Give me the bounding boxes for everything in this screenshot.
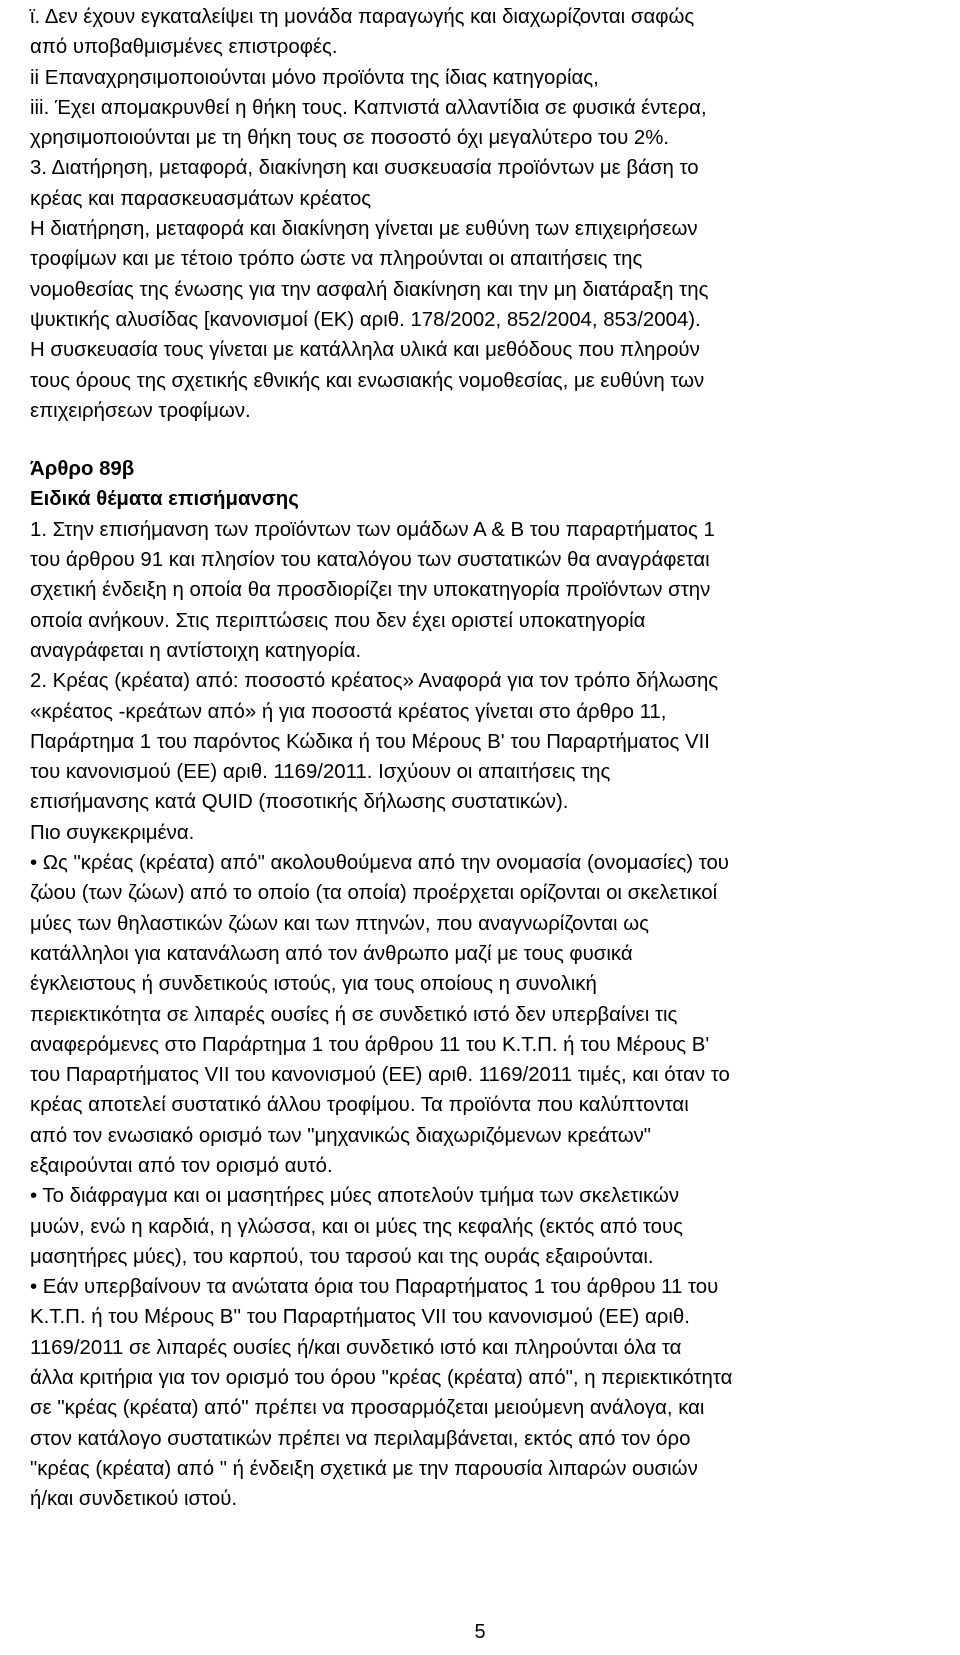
text-line: "κρέας (κρέατα) από " ή ένδειξη σχετικά με την παρουσία λιπαρών ουσιών [30,1457,698,1480]
text-line: επισήμανσης κατά QUID (ποσοτικής δήλωσης συστατικών). [30,791,569,814]
text-line: 1169/2011 σε λιπαρές ουσίες ή/και συνδετικό ιστό και πληρούνται όλα τα [30,1336,682,1359]
text-line: αναγράφεται η αντίστοιχη κατηγορία. [30,639,362,662]
text-line: κρέας αποτελεί συστατικό άλλου τροφίμου. Τα προϊόντα που καλύπτονται [30,1094,689,1117]
text-line: ψυκτικής αλυσίδας [κανονισμοί (ΕΚ) αριθ. 178/2002, 852/2004, 853/2004). [30,308,701,331]
text-line: Παράρτημα 1 του παρόντος Κώδικα ή του Μέρους Β' του Παραρτήματος VII [30,730,710,753]
text-line: μυών, ενώ η καρδιά, η γλώσσα, και οι μύες της κεφαλής (εκτός από τους [30,1215,683,1238]
text-line: τους όρους της σχετικής εθνικής και ενωσιακής νομοθεσίας, με ευθύνη των [30,369,705,392]
article-number: Άρθρο 89β [30,458,135,481]
text-line: τροφίμων και με τέτοιο τρόπο ώστε να πληρούνται οι απαιτήσεις της [30,248,643,271]
text-line: • Ως "κρέας (κρέατα) από" ακολουθούμενα από την ονομασία (ονομασίες) του [30,852,729,875]
text-line: 2. Κρέας (κρέατα) από: ποσοστό κρέατος» Αναφορά για τον τρόπο δήλωσης [30,670,719,693]
text-line: έγκλειστους ή συνδετικούς ιστούς, για τους οποίους η συνολική [30,973,597,996]
text-line: άλλα κριτήρια για τον ορισμό του όρου "κρέας (κρέατα) από", η περιεκτικότητα [30,1367,733,1390]
text-line: Πιο συγκεκριμένα. [30,821,195,844]
text-line: του άρθρου 91 και πλησίον του καταλόγου των συστατικών θα αναγράφεται [30,549,710,572]
text-line: στον κατάλογο συστατικών πρέπει να περιλαμβάνεται, εκτός από τον όρο [30,1427,691,1450]
article-title: Ειδικά θέματα επισήμανσης [30,488,299,511]
text-line: οποία ανήκουν. Στις περιπτώσεις που δεν έχει οριστεί υποκατηγορία [30,609,646,632]
text-block-after-article [30,515,945,1515]
text-line: • Το διάφραγμα και οι μασητήρες μύες αποτελούν τμήμα των σκελετικών [30,1185,680,1208]
text-line: iii. Έχει απομακρυνθεί η θήκη τους. Καπνιστά αλλαντίδια σε φυσικά έντερα, [30,96,707,119]
text-line: εξαιρούνται από τον ορισμό αυτό. [30,1154,333,1177]
text-line: 3. Διατήρηση, μεταφορά, διακίνηση και συσκευασία προϊόντων με βάση το [30,157,699,180]
text-line: Η συσκευασία τους γίνεται με κατάλληλα υλικά και μεθόδους που πληρούν [30,339,700,362]
text-line: επιχειρήσεων τροφίμων. [30,399,251,422]
text-line: νομοθεσίας της ένωσης για την ασφαλή διακίνηση και την μη διατάραξη της [30,278,709,301]
text-line: του κανονισμού (ΕΕ) αριθ. 1169/2011. Ισχύουν οι απαιτήσεις της [30,761,611,784]
text-line: κατάλληλοι για κατανάλωση από τον άνθρωπο μαζί με τους φυσικά [30,942,633,965]
text-line: μασητήρες μύες), του καρπού, του ταρσού και της ουράς εξαιρούνται. [30,1245,654,1268]
page-number: 5 [474,1621,486,1643]
text-line: ϊ. Δεν έχουν εγκαταλείψει τη μονάδα παραγωγής και διαχωρίζονται σαφώς [30,6,695,28]
text-line: από υποβαθμισμένες επιστροφές. [30,36,338,59]
text-line: αναφερόμενες στο Παράρτημα 1 του άρθρου 11 του Κ.Τ.Π. ή του Μέρους Β' [30,1033,710,1056]
text-line: 1. Στην επισήμανση των προϊόντων των ομάδων Α & Β του παραρτήματος 1 [30,518,715,541]
document-body [30,2,945,1515]
text-line: περιεκτικότητα σε λιπαρές ουσίες ή σε συνδετικό ιστό δεν υπερβαίνει τις [30,1003,678,1026]
text-line: ζώου (των ζώων) από το οποίο (τα οποία) προέρχεται ορίζονται οι σκελετικοί [30,882,718,905]
text-line: σχετική ένδειξη η οποία θα προσδιορίζει την υποκατηγορία προϊόντων στην [30,579,711,602]
text-line: από τον ενωσιακό ορισμό των "μηχανικώς διαχωριζόμενων κρεάτων" [30,1124,652,1147]
text-line: του Παραρτήματος VII του κανονισμού (ΕΕ) αριθ. 1169/2011 τιμές, και όταν το [30,1064,730,1087]
text-block-before-article [30,2,945,426]
text-line: Η διατήρηση, μεταφορά και διακίνηση γίνεται με ευθύνη των επιχειρήσεων [30,218,698,241]
text-line: ή/και συνδετικού ιστού. [30,1488,238,1511]
text-line: σε "κρέας (κρέατα) από" πρέπει να προσαρμόζεται μειούμενη ανάλογα, και [30,1397,705,1420]
text-line: ii Επαναχρησιμοποιούνται μόνο προϊόντα της ίδιας κατηγορίας, [30,66,599,89]
text-line: Κ.Τ.Π. ή του Μέρους Β'' του Παραρτήματος VII του κανονισμού (ΕΕ) αριθ. [30,1306,690,1329]
text-line: χρησιμοποιούνται με τη θήκη τους σε ποσοστό όχι μεγαλύτερο του 2%. [30,127,670,150]
text-line: • Εάν υπερβαίνουν τα ανώτατα όρια του Παραρτήματος 1 του άρθρου 11 του [30,1276,719,1299]
paragraph-gap [30,426,945,454]
text-line: «κρέατος -κρεάτων από» ή για ποσοστά κρέατος γίνεται στο άρθρο 11, [30,700,667,723]
text-line: μύες των θηλαστικών ζώων και των πτηνών, που αναγνωρίζονται ως [30,912,649,935]
text-line: κρέας και παρασκευασμάτων κρέατος [30,187,372,210]
